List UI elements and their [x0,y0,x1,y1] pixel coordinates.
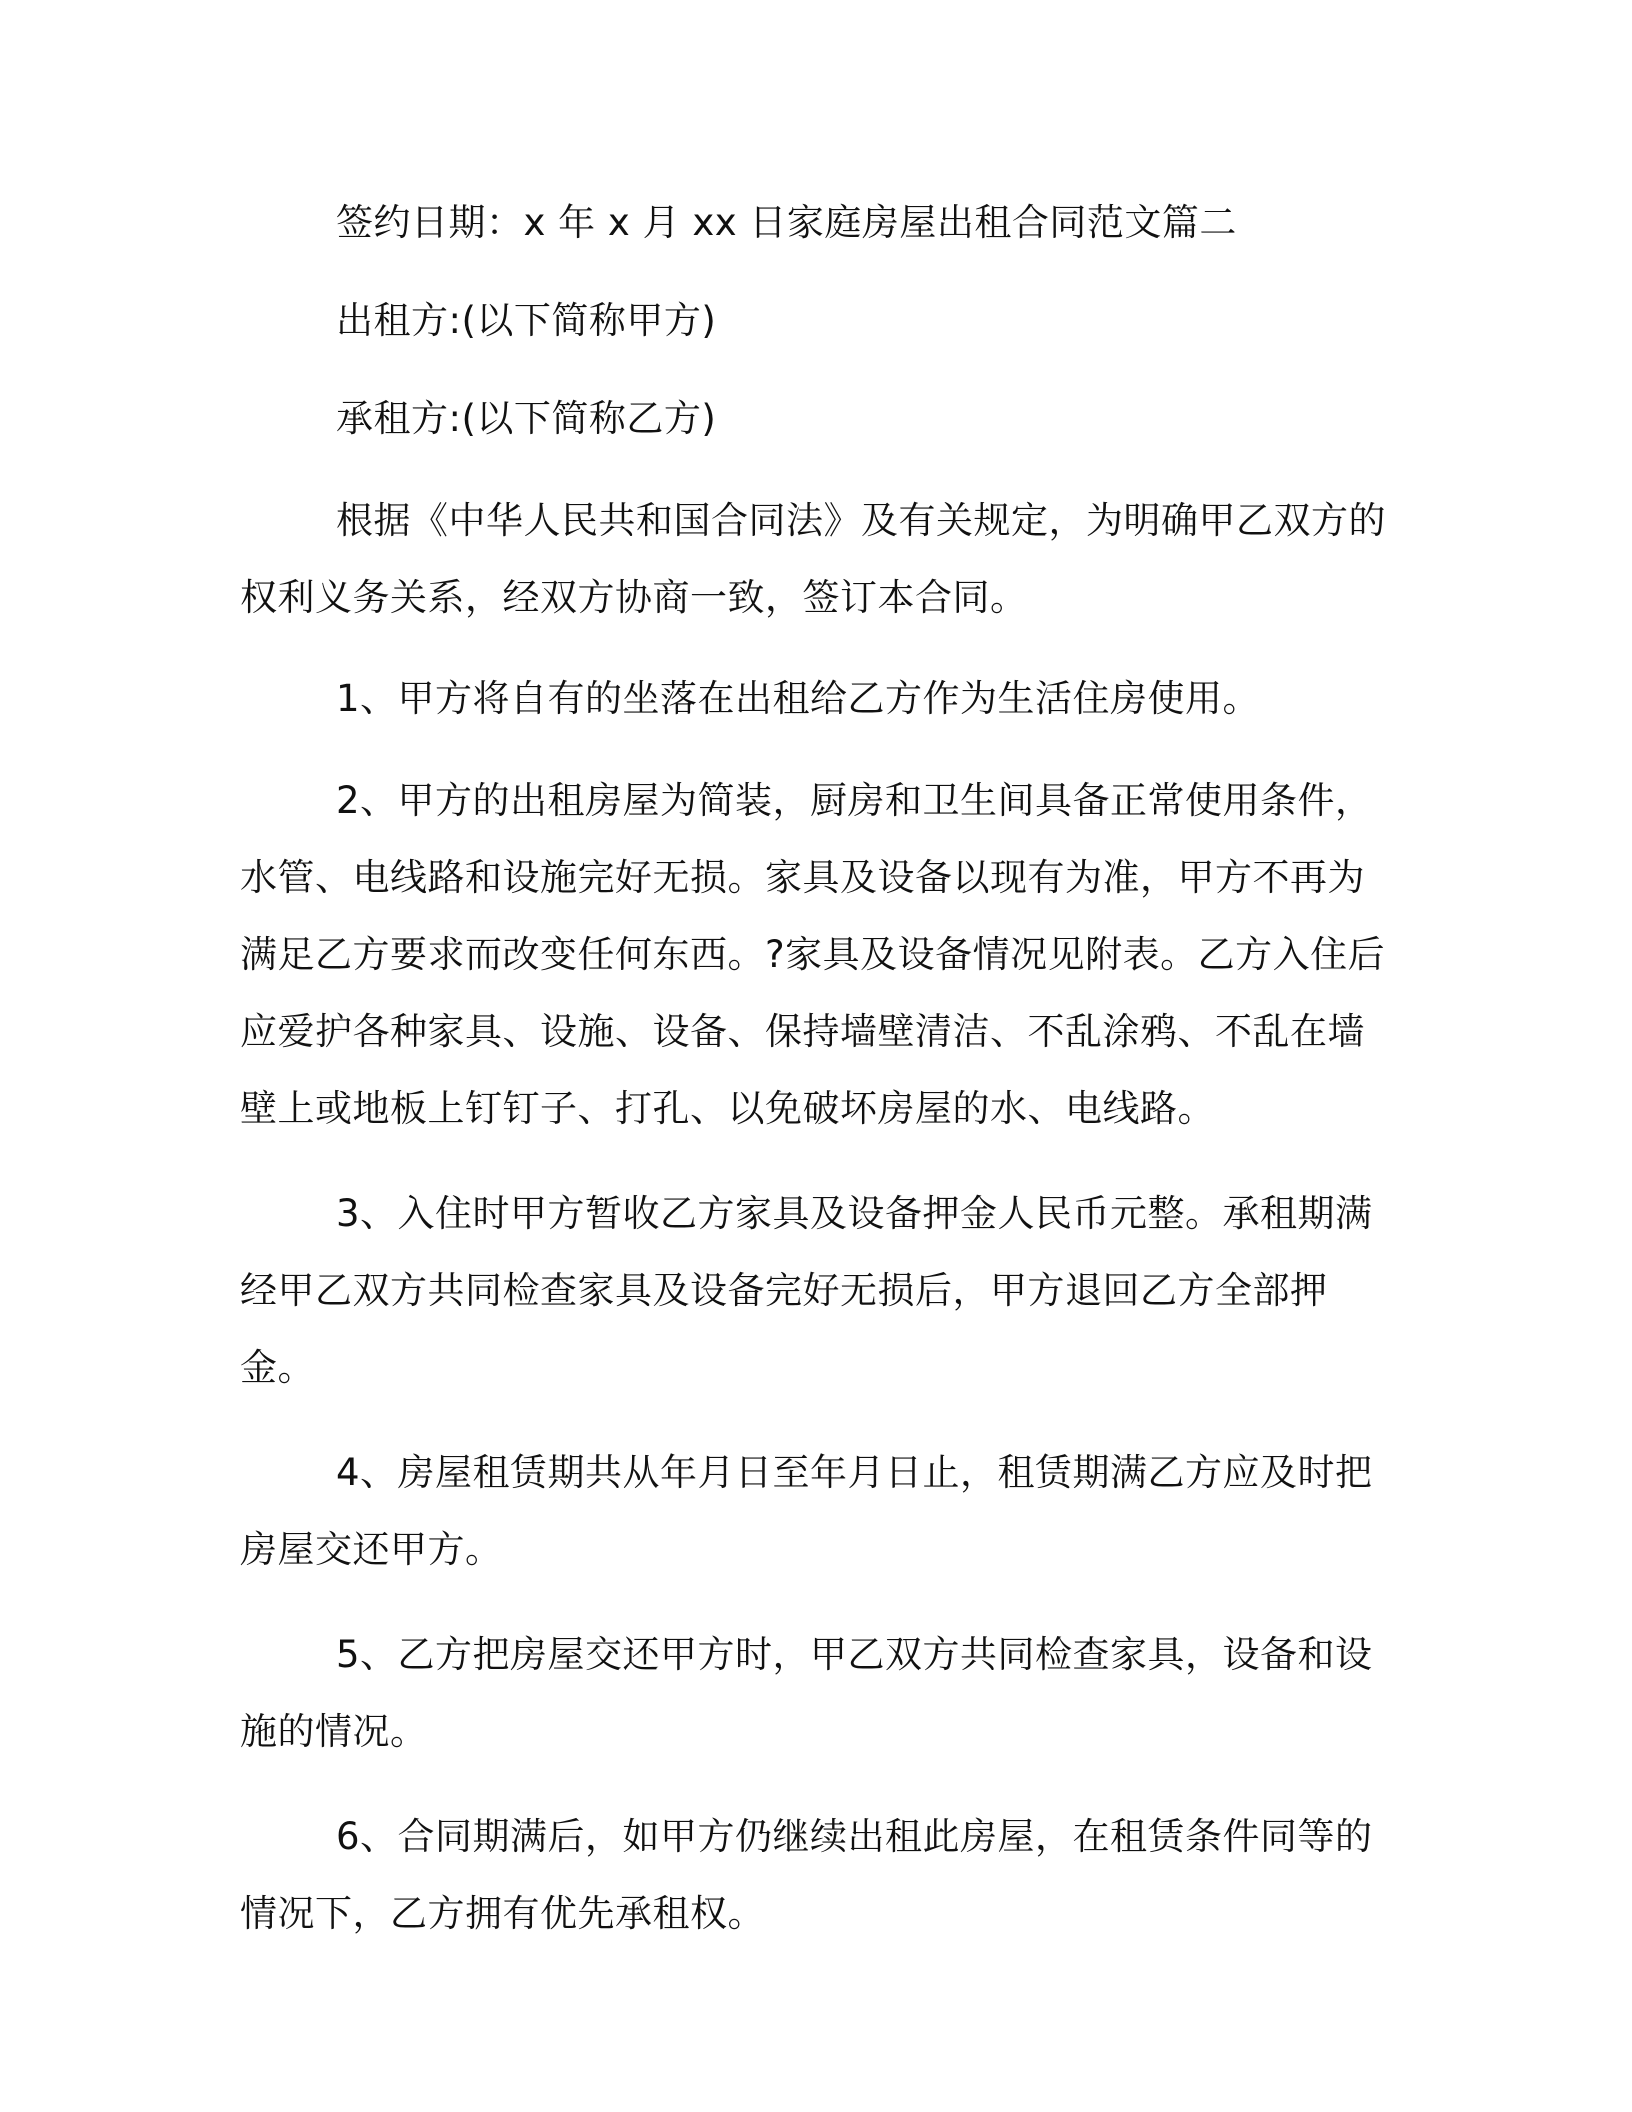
clause-2: 2、甲方的出租房屋为简装，厨房和卫生间具备正常使用条件，水管、电线路和设施完好无损。家具及设备以现有为准，甲方不再为满足乙方要求而改变任何东西。?家具及设备情况见附表。乙方入住后应爱护各种家具、设施、设备、保持墙壁清洁、不乱涂鸦、不乱在墙壁上或地板上钉钉子、打孔、以免破坏房屋的水、电线路。 [240,779,1386,1130]
document-body [240,188,1390,1952]
signing-date-line: 签约日期：x 年 x 月 xx 日家庭房屋出租合同范文篇二 [336,201,1237,244]
clause-6: 6、合同期满后，如甲方仍继续出租此房屋，在租赁条件同等的情况下，乙方拥有优先承租权。 [240,1815,1373,1935]
clause-5: 5、乙方把房屋交还甲方时，甲乙双方共同检查家具，设备和设施的情况。 [240,1633,1373,1753]
lessor-line: 出租方:(以下简称甲方) [336,299,717,342]
clause-3: 3、入住时甲方暂收乙方家具及设备押金人民币元整。承租期满经甲乙双方共同检查家具及设备完好无损后，甲方退回乙方全部押金。 [240,1192,1373,1389]
lessee-line: 承租方:(以下简称乙方) [336,397,717,440]
preamble-paragraph: 根据《中华人民共和国合同法》及有关规定，为明确甲乙双方的权利义务关系，经双方协商一致，签订本合同。 [240,499,1386,619]
clause-1: 1、甲方将自有的坐落在出租给乙方作为生活住房使用。 [336,677,1261,720]
clause-4: 4、房屋租赁期共从年月日至年月日止，租赁期满乙方应及时把房屋交还甲方。 [240,1451,1373,1571]
